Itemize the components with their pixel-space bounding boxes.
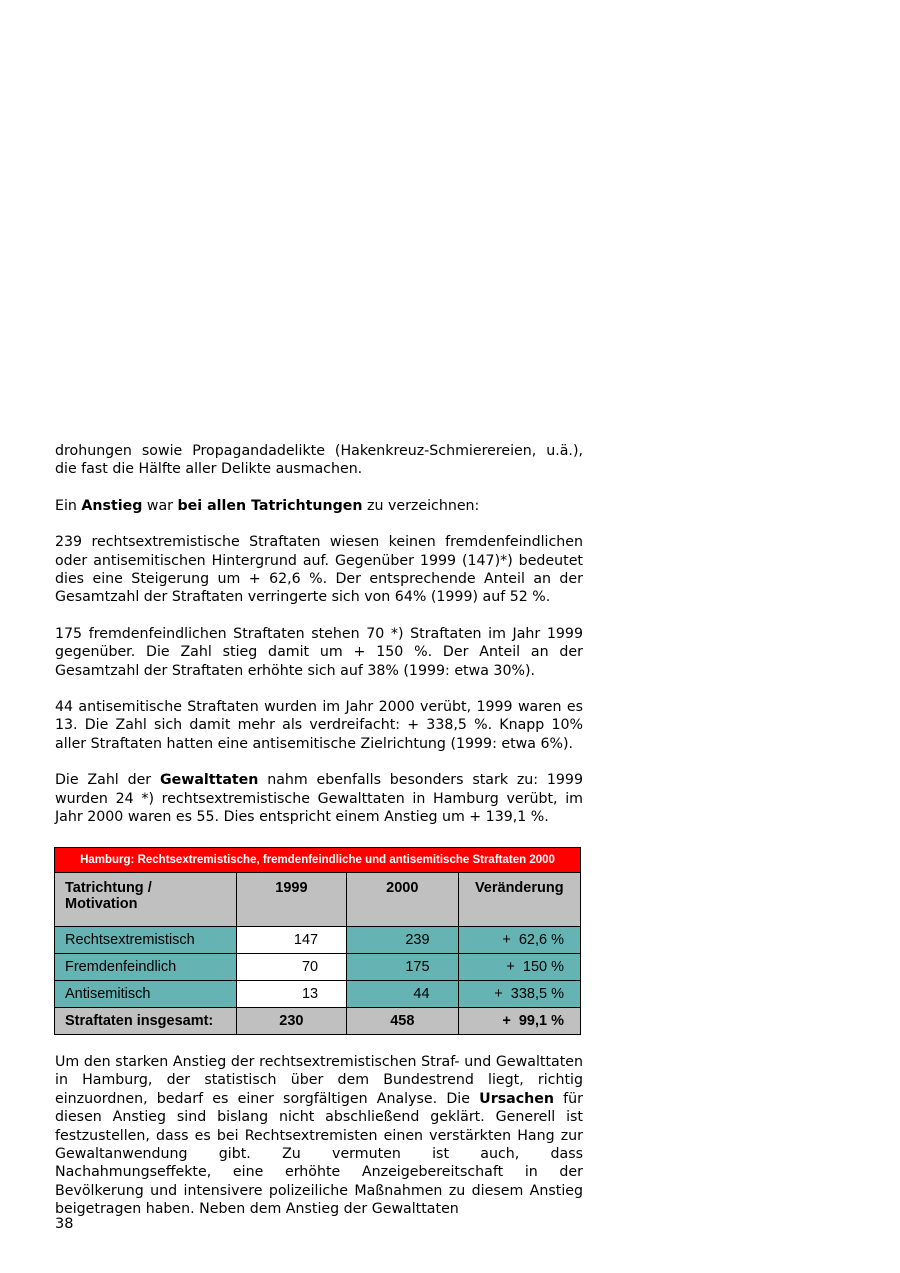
- total-1999: 230: [236, 1008, 346, 1035]
- header-1999: 1999: [236, 873, 346, 927]
- table-title: Hamburg: Rechtsextremistische, fremdenfeindliche und antisemitische Straftaten 2000: [55, 848, 581, 873]
- text-block-upper: [55, 442, 583, 827]
- row-label: Antisemitisch: [55, 981, 237, 1008]
- text-span: für diesen Anstieg sind bislang nicht abschließend geklärt. Generell ist festzustellen, dass es bei Rechtsextremisten einen verstärkten Hang zur Gewaltanwendung gibt. Zu vermuten ist auch, dass Nachahmungseffekte, eine erhöhte Anzeigebereitschaft in der Bevölkerung und intensivere polizeiliche Maßnahmen zu diesem Anstieg beigetragen haben. Neben dem Anstieg der Gewalttaten: [55, 1090, 583, 1218]
- text-span: Die Zahl der: [55, 772, 160, 789]
- paragraph-ursachen: [55, 1053, 583, 1219]
- page-number: 38: [55, 1216, 74, 1232]
- table-row-total: [55, 1008, 581, 1035]
- bold-gewalttaten: Gewalttaten: [159, 772, 259, 789]
- total-2000: 458: [347, 1008, 458, 1035]
- value-2000: 175: [347, 954, 458, 981]
- paragraph-delikte: drohungen sowie Propagandadelikte (Hakenkreuz-Schmierereien, u.ä.), die fast die Hälfte aller Delikte ausmachen.: [55, 443, 583, 478]
- value-change: + 338,5 %: [458, 981, 580, 1008]
- text-span: war: [142, 497, 178, 514]
- text-block-lower: [55, 1053, 583, 1219]
- table-row: [55, 981, 581, 1008]
- text-span: zu verzeichnen:: [362, 497, 480, 514]
- statistics-table: [54, 847, 581, 1035]
- value-change: + 150 %: [458, 954, 580, 981]
- value-2000: 44: [347, 981, 458, 1008]
- value-1999: 13: [236, 981, 346, 1008]
- row-label: Rechtsextremistisch: [55, 927, 237, 954]
- row-label: Fremdenfeindlich: [55, 954, 237, 981]
- paragraph-antisemitisch: 44 antisemitische Straftaten wurden im Jahr 2000 verübt, 1999 waren es 13. Die Zahl sich damit mehr als verdreifacht: + 338,5 %. Knapp 10% aller Straftaten hatten eine antisemitische Zielrichtung (1999: etwa 6%).: [55, 699, 583, 752]
- paragraph-gewalttaten: [55, 771, 583, 826]
- header-tatrichtung: Tatrichtung / Motivation: [55, 873, 237, 927]
- text-span: Ein: [55, 497, 82, 514]
- value-1999: 147: [236, 927, 346, 954]
- total-change: + 99,1 %: [458, 1008, 580, 1035]
- total-label: Straftaten insgesamt:: [55, 1008, 237, 1035]
- paragraph-fremdenfeindlich: 175 fremdenfeindlichen Straftaten stehen 70 *) Straftaten im Jahr 1999 gegenüber. Die Zahl stieg damit um + 150 %. Der Anteil an der Gesamtzahl der Straftaten erhöhte sich auf 38% (1999: etwa 30%).: [55, 625, 583, 679]
- bold-anstieg: Anstieg: [81, 497, 143, 514]
- table-row: [55, 927, 581, 954]
- bold-tatrichtungen: bei allen Tatrichtungen: [177, 497, 363, 514]
- paragraph-rechtsextremistisch: 239 rechtsextremistische Straftaten wiesen keinen fremdenfeindlichen oder antisemitischen Hintergrund auf. Gegenüber 1999 (147)*) bedeutet dies eine Steigerung um + 62,6 %. Der entsprechende Anteil an der Gesamtzahl der Straftaten verringerte sich von 64% (1999) auf 52 %.: [55, 534, 583, 606]
- text-span: nahm ebenfalls besonders stark zu: 1999 wurden 24 *) rechtsextremistische Gewalttaten in Hamburg verübt, im Jahr 2000 waren es 55. Dies entspricht einem Anstieg um + 139,1 %.: [55, 772, 583, 826]
- value-change: + 62,6 %: [458, 927, 580, 954]
- text-span: Um den starken Anstieg der rechtsextremistischen Straf- und Gewalttaten in Hamburg, der statistisch über dem Bundestrend liegt, richtig einzuordnen, bedarf es einer sorgfältigen Analyse. Die: [55, 1054, 583, 1107]
- bold-ursachen: Ursachen: [479, 1090, 554, 1107]
- value-1999: 70: [236, 954, 346, 981]
- table-row: [55, 954, 581, 981]
- paragraph-anstieg: [55, 497, 583, 515]
- value-2000: 239: [347, 927, 458, 954]
- header-2000: 2000: [347, 873, 458, 927]
- header-veraenderung: Veränderung: [458, 873, 580, 927]
